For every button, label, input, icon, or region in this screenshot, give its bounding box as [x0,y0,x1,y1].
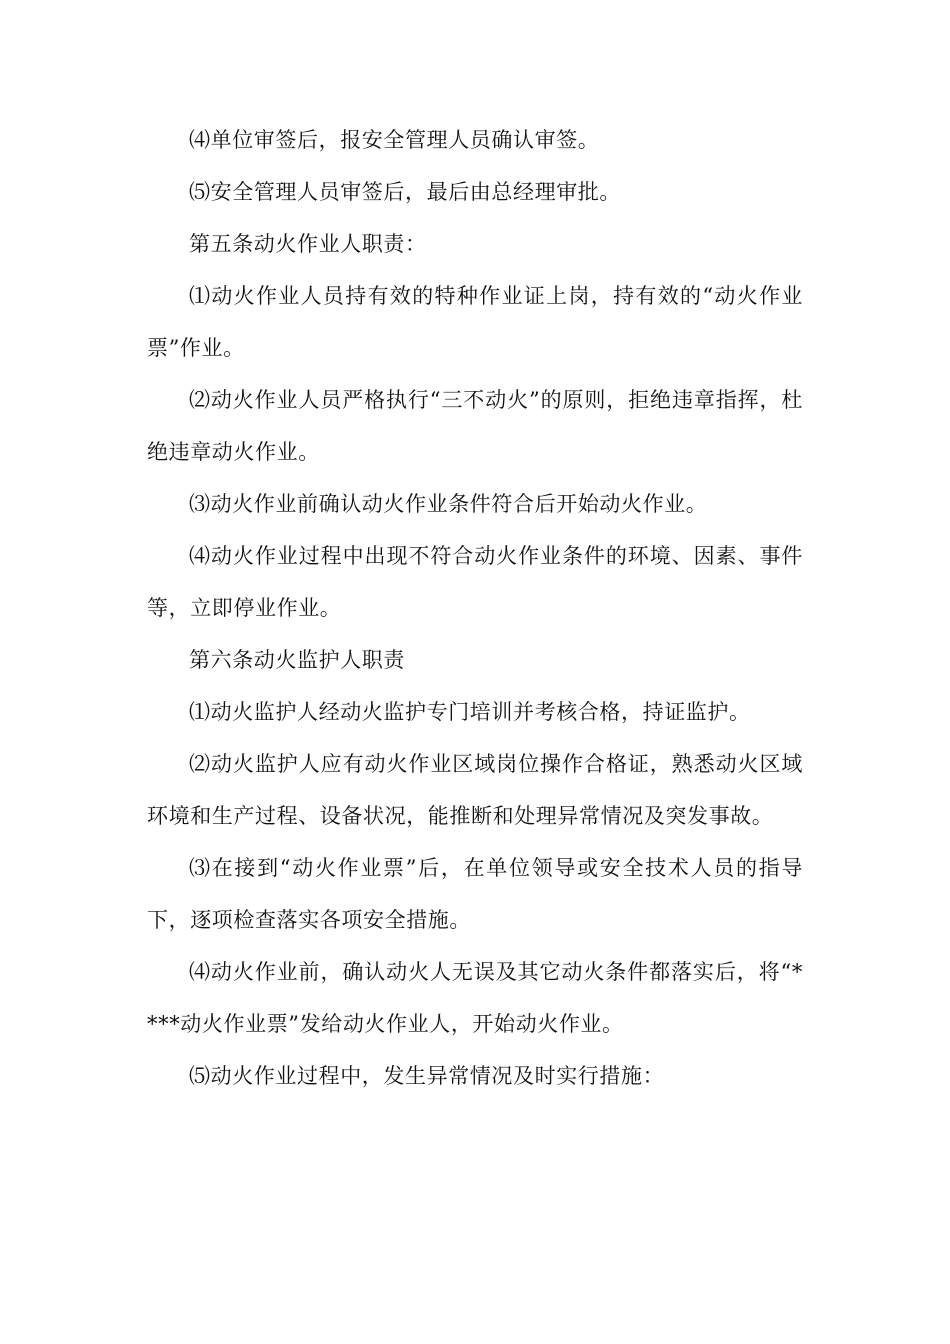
paragraph-guardian-duty-2: ⑵动火监护人应有动火作业区域岗位操作合格证，熟悉动火区域环境和生产过程、设备状况，能推断和处理异常情况及突发事故。 [147,752,803,828]
paragraph-clause-5-approval: ⑸安全管理人员审签后，最后由总经理审批。 [189,180,621,204]
document-body [147,114,803,1102]
paragraph-clause-4-approval: ⑷单位审签后，报安全管理人员确认审签。 [189,128,600,152]
paragraph-guardian-duty-5: ⑸动火作业过程中，发生异常情况及时实行措施： [189,1064,665,1088]
paragraph-guardian-duty-1: ⑴动火监护人经动火监护专门培训并考核合格，持证监护。 [189,700,751,724]
paragraph-guardian-duty-4: ⑷动火作业前，确认动火人无误及其它动火条件都落实后，将“****动火作业票”发给动火作业人，开始动火作业。 [147,960,803,1036]
section-heading-article-6: 第六条动火监护人职责 [189,648,405,672]
paragraph-worker-duty-4: ⑷动火作业过程中出现不符合动火作业条件的环境、因素、事件等，立即停业作业。 [147,544,803,620]
paragraph-worker-duty-1: ⑴动火作业人员持有效的特种作业证上岗，持有效的“动火作业票”作业。 [147,284,803,360]
paragraph-worker-duty-2: ⑵动火作业人员严格执行“三不动火”的原则，拒绝违章指挥，杜绝违章动火作业。 [147,388,803,464]
section-heading-article-5: 第五条动火作业人职责： [189,232,427,256]
paragraph-worker-duty-3: ⑶动火作业前确认动火作业条件符合后开始动火作业。 [189,492,708,516]
paragraph-guardian-duty-3: ⑶在接到“动火作业票”后，在单位领导或安全技术人员的指导下，逐项检查落实各项安全措施。 [147,856,803,932]
